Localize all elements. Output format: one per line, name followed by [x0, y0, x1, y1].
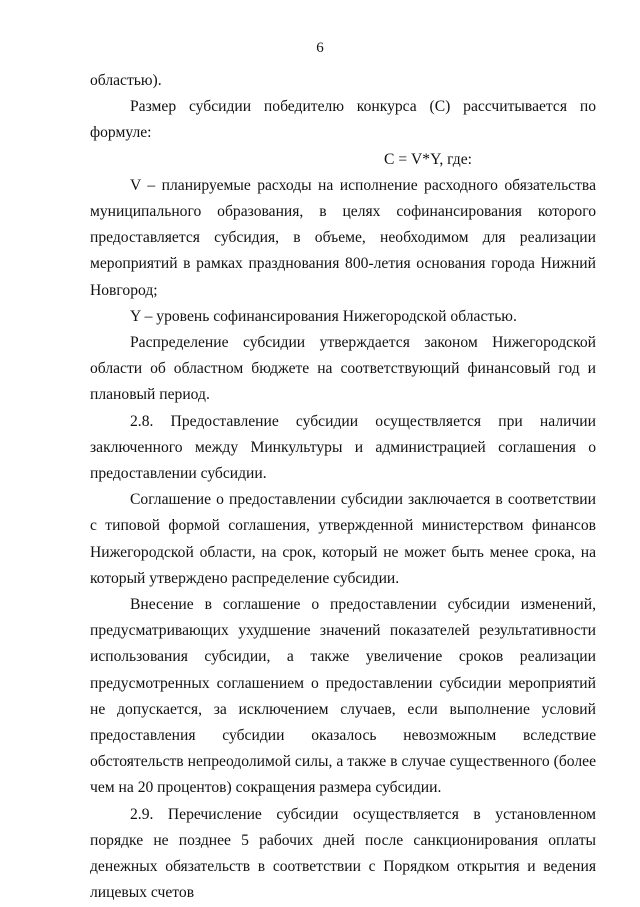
- document-body: [90, 68, 596, 907]
- paragraph-amendments: Внесение в соглашение о предоставлении субсидии изменений, предусматривающих ухудшение значений показателей результативности использования субсидии, а также увеличение сроков реализации предусмотренных соглашением о предоставлении субсидии мероприятий не допускается, за исключением случаев, если выполнение условий предоставления субсидии оказалось невозможным вследствие обстоятельств непреодолимой силы, а также в случае существенного (более чем на 20 процентов) сокращения размера субсидии.: [90, 596, 596, 797]
- formula: С = V*Y, где:: [384, 150, 472, 168]
- paragraph-subsidy-size-intro: Размер субсидии победителю конкурса (С) рассчитывается по формуле:: [90, 98, 596, 142]
- paragraph-2-9: 2.9. Перечисление субсидии осуществляется в установленном порядке не позднее 5 рабочих дней после санкционирования оплаты денежных обязательств в соответствии с Порядком открытия и ведения лицевых счетов: [90, 805, 596, 902]
- paragraph-v-definition: V – планируемые расходы на исполнение расходного обязательства муниципального образования, в целях софинансирования которого предоставляется субсидия, в объеме, необходимом для реализации мероприятий в рамках празднования 800-летия основания города Нижний Новгород;: [90, 176, 596, 299]
- paragraph-y-definition: Y – уровень софинансирования Нижегородской областью.: [130, 307, 517, 325]
- paragraph-2-8: 2.8. Предоставление субсидии осуществляется при наличии заключенного между Минкультуры и администрацией соглашения о предоставлении субсидии.: [90, 412, 596, 483]
- page-number: 6: [316, 40, 324, 56]
- paragraph-agreement: Соглашение о предоставлении субсидии заключается в соответствии с типовой формой соглашения, утвержденной министерством финансов Нижегородской области, на срок, который не может быть менее срока, на который утверждено распределение субсидии.: [90, 491, 596, 587]
- paragraph-continuation: областью).: [90, 72, 162, 89]
- paragraph-distribution: Распределение субсидии утверждается законом Нижегородской области об областном бюджете на соответствующий финансовый год и плановый период.: [90, 334, 596, 404]
